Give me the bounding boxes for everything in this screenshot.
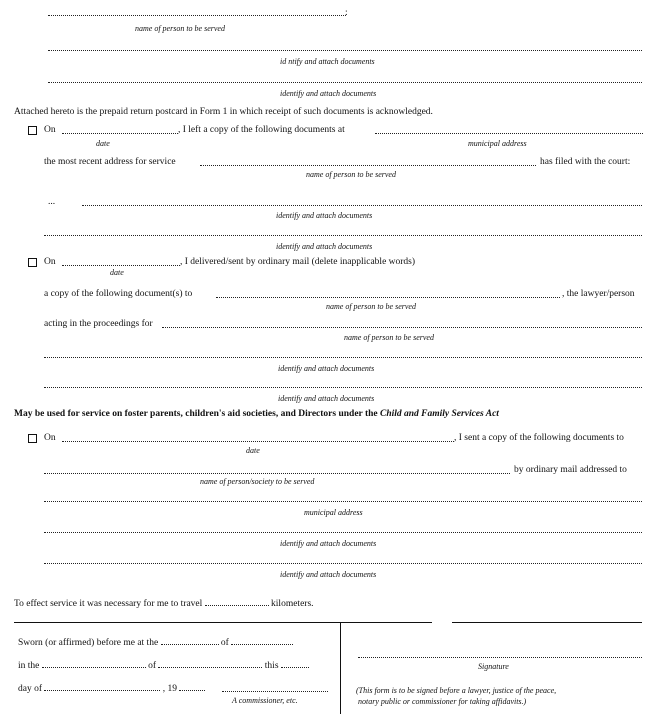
commissioner-caption: A commissioner, etc.	[232, 696, 298, 705]
option-sent-checkbox[interactable]	[28, 434, 37, 443]
ordinary-mail-text: by ordinary mail addressed to	[514, 465, 627, 475]
date-caption: date	[110, 268, 124, 277]
signing-note: (This form is to be signed before a lawyer, justice of the peace,	[356, 686, 557, 695]
on-label: On	[44, 433, 56, 443]
kilometers-field[interactable]	[205, 598, 269, 606]
of-label: of	[148, 661, 157, 671]
lawyer-person-text: , the lawyer/person	[562, 289, 635, 299]
documents-line-5[interactable]	[44, 357, 642, 358]
year-label: , 19	[162, 684, 178, 694]
day-field[interactable]	[281, 660, 309, 668]
identify-caption: identify and attach documents	[278, 364, 375, 373]
sent-copy-text: , I sent a copy of the following documents to	[454, 433, 624, 443]
this-label: this	[264, 661, 279, 671]
sworn-text: Sworn (or affirmed) before me at the	[18, 638, 159, 648]
person-served-field[interactable]	[200, 165, 536, 166]
identify-caption: identify and attach documents	[278, 394, 375, 403]
documents-line-1[interactable]	[48, 50, 642, 51]
kilometers-label: kilometers.	[271, 599, 314, 609]
day-of-line	[18, 683, 205, 695]
documents-line-8[interactable]	[44, 563, 642, 564]
name-caption: name of person to be served	[326, 302, 416, 311]
municipal-address-caption: municipal address	[468, 139, 527, 148]
filed-with-court-text: has filed with the court:	[540, 157, 631, 167]
left-copy-text: , I left a copy of the following documents at	[178, 125, 345, 135]
date-caption: date	[96, 139, 110, 148]
identify-caption: identify and attach documents	[276, 242, 373, 251]
attached-statement: Attached hereto is the prepaid return postcard in Form 1 in which receipt of such documents is acknowledged.	[14, 107, 433, 117]
line-end-mark: :	[345, 8, 348, 18]
documents-line-4[interactable]	[44, 235, 642, 236]
leading-dots: ...	[48, 197, 56, 207]
section-heading-bold: May be used for service on foster parents, children's aid societies, and Directors under the	[14, 409, 378, 419]
jurat-divider	[340, 622, 341, 714]
identify-caption: identify and attach documents	[280, 89, 377, 98]
in-the-label: in the	[18, 661, 40, 671]
day-of-label: day of	[18, 684, 43, 694]
name-caption: name of person/society to be served	[200, 477, 315, 486]
documents-line-2[interactable]	[48, 82, 642, 83]
documents-line-6[interactable]	[44, 387, 642, 388]
identify-caption: id ntify and attach documents	[280, 57, 375, 66]
name-line[interactable]	[48, 15, 346, 16]
jurat-top-rule-left	[14, 622, 432, 623]
recent-address-text: the most recent address for service	[44, 157, 176, 167]
date-caption: date	[246, 446, 260, 455]
name-caption: name of person to be served	[344, 333, 434, 342]
commissioner-signature-line[interactable]	[222, 691, 328, 692]
section-heading	[14, 409, 499, 420]
name-caption: name of person to be served	[135, 24, 225, 33]
identify-caption: identify and attach documents	[276, 211, 373, 220]
sworn-line	[18, 637, 293, 649]
documents-line-3[interactable]	[82, 205, 642, 206]
signature-line[interactable]	[358, 657, 642, 658]
name-caption: name of person to be served	[306, 170, 396, 179]
municipal-address-field[interactable]	[375, 133, 643, 134]
in-the-line	[18, 660, 309, 672]
option-delivered-checkbox[interactable]	[28, 258, 37, 267]
date-field[interactable]	[62, 441, 454, 442]
region-field[interactable]	[158, 660, 262, 668]
sworn-municipality-field[interactable]	[231, 637, 293, 645]
jurat-top-rule-right	[452, 622, 642, 623]
travel-statement	[14, 598, 314, 610]
delivered-text: , I delivered/sent by ordinary mail (delete inapplicable words)	[180, 257, 416, 267]
on-label: On	[44, 257, 56, 267]
municipal-address-field[interactable]	[44, 501, 642, 502]
municipal-address-caption: municipal address	[304, 508, 363, 517]
acting-for-field[interactable]	[162, 327, 642, 328]
year-field[interactable]	[179, 683, 205, 691]
county-field[interactable]	[42, 660, 146, 668]
month-field[interactable]	[44, 683, 160, 691]
copy-to-text: a copy of the following document(s) to	[44, 289, 193, 299]
option-left-copy-checkbox[interactable]	[28, 126, 37, 135]
signing-note-2: notary public or commissioner for taking affidavits.)	[358, 697, 527, 706]
signature-caption: Signature	[478, 662, 509, 671]
travel-text: To effect service it was necessary for me to travel	[14, 599, 203, 609]
person-society-field[interactable]	[44, 473, 510, 474]
section-heading-act: Child and Family Services Act	[380, 409, 499, 419]
date-field[interactable]	[62, 265, 180, 266]
date-field[interactable]	[62, 133, 178, 134]
sworn-place-field[interactable]	[161, 637, 219, 645]
identify-caption: identify and attach documents	[280, 570, 377, 579]
on-label: On	[44, 125, 56, 135]
person-served-field[interactable]	[216, 297, 560, 298]
acting-for-text: acting in the proceedings for	[44, 319, 153, 329]
of-label: of	[220, 638, 229, 648]
documents-line-7[interactable]	[44, 532, 642, 533]
identify-caption: identify and attach documents	[280, 539, 377, 548]
